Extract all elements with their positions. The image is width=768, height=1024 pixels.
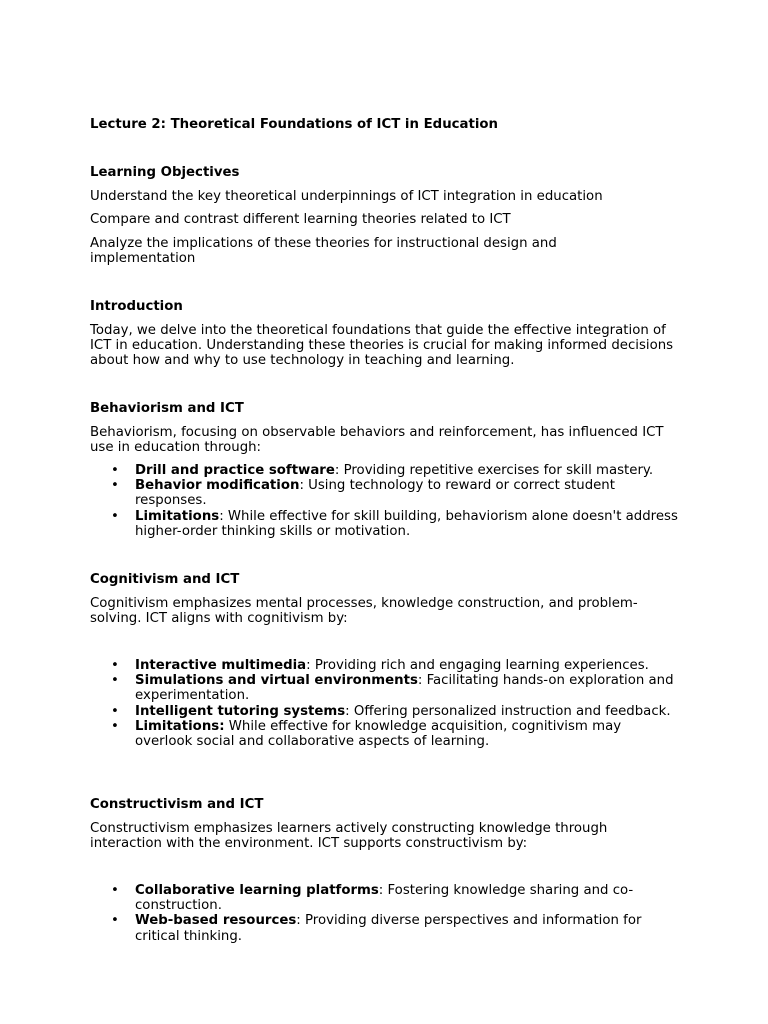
bullet-icon: •	[111, 673, 119, 689]
constructivism-list	[90, 883, 680, 944]
page-title: Lecture 2: Theoretical Foundations of ICT in Education	[90, 117, 499, 132]
list-item	[90, 463, 680, 478]
objective-item: Compare and contrast different learning theories related to ICT	[90, 212, 511, 227]
bullet-icon: •	[111, 883, 119, 898]
constructivism-paragraph: Constructivism emphasizes learners actively constructing knowledge through interaction with the environment. ICT supports constructivism by:	[90, 821, 608, 852]
bullet-icon: •	[111, 703, 119, 719]
behaviorism-list	[90, 463, 680, 539]
list-item	[90, 478, 680, 508]
list-item-desc: : While effective for skill building, behaviorism alone doesn't address higher-order thinking skills or motivation.	[135, 508, 678, 539]
bullet-icon: •	[111, 478, 119, 494]
list-item-desc: : Providing repetitive exercises for skill mastery.	[334, 463, 654, 478]
bullet-icon: •	[111, 658, 119, 673]
list-item-term: Limitations	[135, 508, 220, 524]
behaviorism-paragraph: Behaviorism, focusing on observable behaviors and reinforcement, has influenced ICT use in education through:	[90, 425, 664, 456]
objective-item: Analyze the implications of these theories for instructional design and implementation	[90, 236, 557, 267]
list-item-desc: : Using technology to reward or correct student responses.	[135, 478, 615, 509]
list-item-term: Behavior modification	[135, 478, 300, 494]
objective-item: Understand the key theoretical underpinnings of ICT integration in education	[90, 189, 603, 204]
introduction-paragraph: Today, we delve into the theoretical foundations that guide the effective integration of ICT in education. Understanding these theories is crucial for making informed decisions about how and why to use technology in teaching and learning.	[90, 323, 674, 369]
bullet-icon: •	[111, 508, 119, 524]
introduction-heading: Introduction	[90, 299, 183, 314]
list-item	[90, 704, 680, 719]
bullet-icon: •	[111, 718, 119, 734]
list-item-term: Drill and practice software	[135, 463, 335, 478]
list-item-term: Limitations:	[135, 718, 225, 734]
list-item-desc: : Offering personalized instruction and feedback.	[345, 703, 671, 719]
list-item-term: Intelligent tutoring systems	[135, 703, 346, 719]
list-item-term: Interactive multimedia	[135, 658, 307, 673]
list-item-term: Web-based resources	[135, 913, 297, 929]
list-item-desc: : Providing diverse perspectives and information for critical thinking.	[135, 913, 642, 944]
list-item-desc: While effective for knowledge acquisition, cognitivism may overlook social and collaborative aspects of learning.	[135, 718, 622, 750]
list-item-term: Simulations and virtual environments	[135, 673, 418, 689]
list-item-desc: : Fostering knowledge sharing and co-construction.	[135, 883, 634, 914]
constructivism-heading: Constructivism and ICT	[90, 797, 264, 812]
list-item	[90, 883, 680, 913]
list-item-desc: : Facilitating hands-on exploration and experimentation.	[135, 673, 674, 704]
list-item	[90, 673, 680, 703]
list-item	[90, 509, 680, 539]
list-item-term: Collaborative learning platforms	[135, 883, 379, 898]
cognitivism-heading: Cognitivism and ICT	[90, 572, 240, 587]
list-item	[90, 913, 680, 943]
cognitivism-paragraph: Cognitivism emphasizes mental processes, knowledge construction, and problem-solving. ICT aligns with cognitivism by:	[90, 596, 638, 627]
cognitivism-list	[90, 658, 680, 749]
list-item-desc: : Providing rich and engaging learning experiences.	[306, 658, 649, 673]
list-item	[90, 658, 680, 673]
behaviorism-heading: Behaviorism and ICT	[90, 401, 244, 416]
bullet-icon: •	[111, 463, 119, 478]
bullet-icon: •	[111, 913, 119, 929]
list-item	[90, 719, 680, 749]
objectives-heading: Learning Objectives	[90, 165, 240, 180]
